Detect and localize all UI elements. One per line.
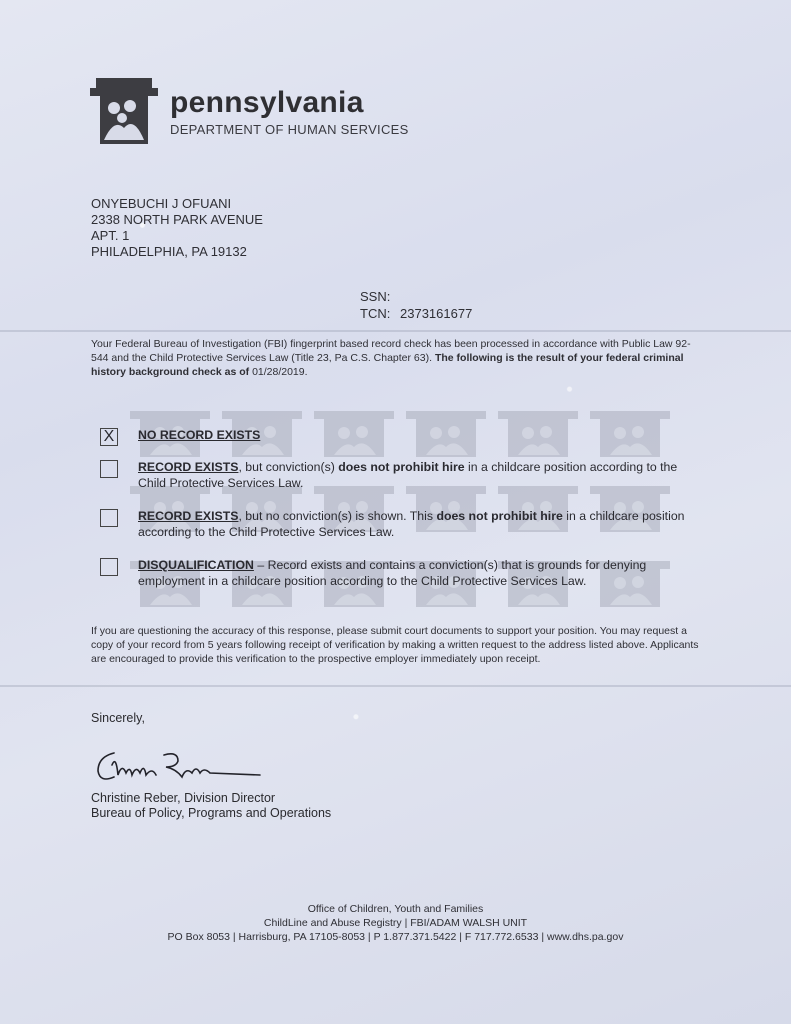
option-title: RECORD EXISTS: [138, 509, 239, 523]
option-checkbox[interactable]: [100, 509, 118, 527]
recipient-street: 2338 NORTH PARK AVENUE: [91, 212, 263, 227]
intro-paragraph: [91, 337, 701, 379]
accuracy-notice: If you are questioning the accuracy of this response, please submit court documents to support your position. You may request a copy of your record from 5 years following receipt of verification by making a written request to the address listed above. Applicants are encouraged to provide this verification to the prospective employer immediately upon receipt.: [91, 625, 699, 665]
department-name: DEPARTMENT OF HUMAN SERVICES: [170, 122, 409, 137]
closing-salutation: Sincerely,: [91, 711, 145, 725]
option-title: NO RECORD EXISTS: [138, 428, 261, 442]
keystone-logo-icon: [88, 78, 160, 148]
footer-office: Office of Children, Youth and Families: [307, 903, 484, 915]
option-checkbox[interactable]: [100, 460, 118, 478]
footer-unit: ChildLine and Abuse Registry | FBI/ADAM WALSH UNIT: [263, 917, 528, 929]
option-text-after: in a childcare position according to the Child Protective Services Law.: [138, 460, 678, 490]
footer-contact: PO Box 8053 | Harrisburg, PA 17105-8053 | P 1.877.371.5422 | F 717.772.6533 | www.dhs.pa.gov: [167, 931, 624, 943]
handwritten-signature: [92, 745, 267, 787]
option-bold-text: does not prohibit hire: [338, 460, 465, 474]
intro-text: Your Federal Bureau of Investigation (FBI) fingerprint based record check has been processed in accordance with Public Law 92-544 and the Child Protective Services Law (Title 23, Pa C.S. Chapter 63).: [91, 338, 691, 364]
check-date: 01/28/2019.: [252, 366, 308, 378]
signer-bureau: Bureau of Policy, Programs and Operations: [91, 806, 332, 820]
option-checkbox[interactable]: [100, 558, 118, 576]
recipient-apt: APT. 1: [91, 228, 130, 243]
intro-bold-text: The following is the result of your federal criminal history background check as of: [91, 352, 684, 378]
paper-fold-line: [0, 685, 791, 687]
option-text: , but no conviction(s) is shown. This: [238, 509, 437, 523]
tcn-label: TCN:: [360, 306, 391, 321]
option-text: , but conviction(s): [238, 460, 339, 474]
footer: [0, 902, 791, 944]
option-text: – Record exists and contains a conviction(s) that is grounds for denying employment in a childcare position according to the Child Protective Services Law.: [138, 558, 647, 588]
option-bold-text: does not prohibit hire: [436, 509, 563, 523]
option-checkbox[interactable]: X: [100, 428, 118, 446]
option-title: DISQUALIFICATION: [138, 558, 254, 572]
signer-name: Christine Reber, Division Director: [91, 791, 276, 805]
signer-block: [91, 791, 331, 821]
logo-title: pennsylvania: [170, 86, 364, 119]
option-title: RECORD EXISTS: [138, 460, 239, 474]
option-text-after: in a childcare position according to the Child Protective Services Law.: [138, 509, 685, 539]
tcn-value: 2373161677: [400, 306, 473, 321]
identifier-block: [360, 288, 472, 322]
paper-fold-line: [0, 330, 791, 332]
recipient-address: [91, 196, 263, 260]
ssn-label: SSN:: [360, 289, 391, 304]
recipient-name: ONYEBUCHI J OFUANI: [91, 196, 232, 211]
recipient-city: PHILADELPHIA, PA 19132: [91, 244, 247, 259]
